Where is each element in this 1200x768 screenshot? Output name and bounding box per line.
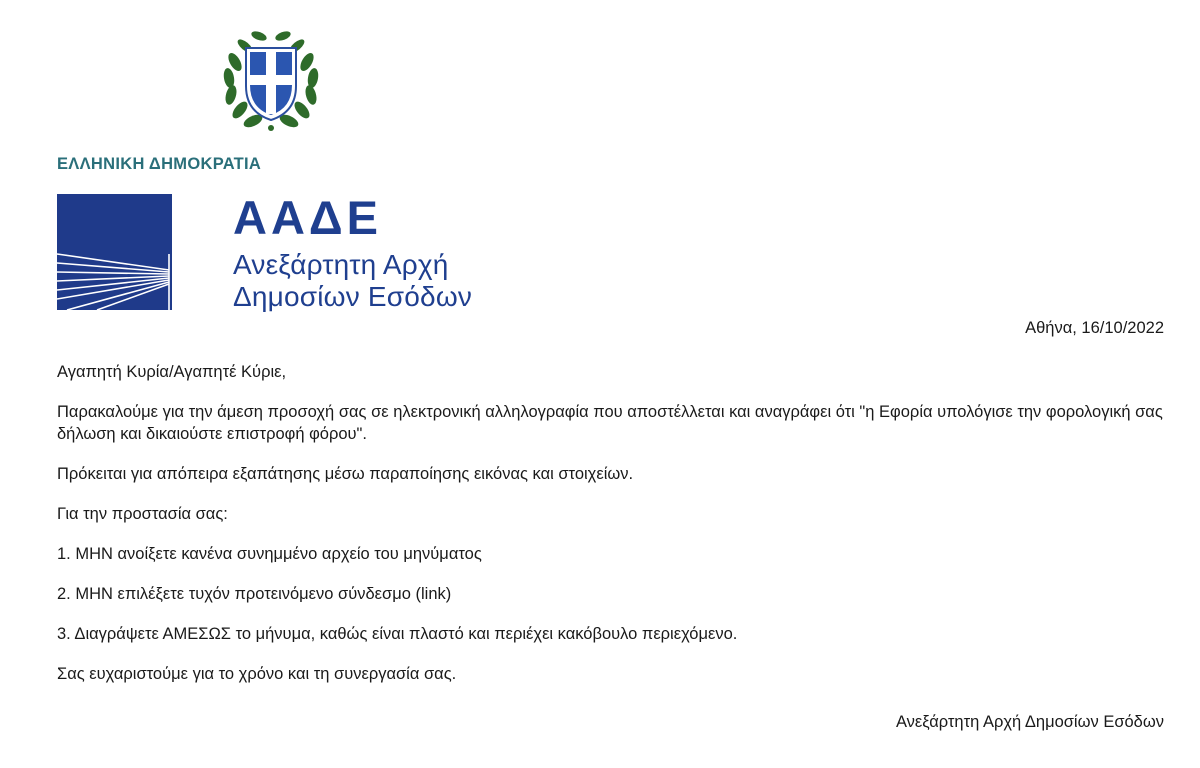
aade-acronym: ΑΑΔΕ [233,191,383,244]
step-item: 1. ΜΗΝ ανοίξετε κανένα συνημμένο αρχείο του μηνύματος [57,545,482,563]
aade-name-line1: Ανεξάρτητη Αρχή [233,249,449,280]
letter-date: Αθήνα, 16/10/2022 [1025,319,1164,337]
republic-label: ΕΛΛΗΝΙΚΗ ΔΗΜΟΚΡΑΤΙΑ [57,155,262,173]
fraud-statement: Πρόκειται για απόπειρα εξαπάτησης μέσω παραποίησης εικόνας και στοιχείων. [57,465,634,483]
aade-logo [57,191,487,316]
protection-intro: Για την προστασία σας: [57,505,228,523]
greek-coat-of-arms-icon [215,24,327,136]
letter-body [57,361,1167,703]
signature: Ανεξάρτητη Αρχή Δημοσίων Εσόδων [895,713,1164,731]
step-item: 2. ΜΗΝ επιλέξετε τυχόν προτεινόμενο σύνδεσμο (link) [57,585,452,603]
step-item: 3. Διαγράψετε ΑΜΕΣΩΣ το μήνυμα, καθώς είναι πλαστό και περιέχει κακόβουλο περιεχόμενο. [57,625,738,643]
greeting: Αγαπητή Κυρία/Αγαπητέ Κύριε, [57,363,287,381]
aade-logo-mark-icon [57,194,172,310]
warning-paragraph: Παρακαλούμε για την άμεση προσοχή σας σε ηλεκτρονική αλληλογραφία που αποστέλλεται και αναγράφει ότι "η Εφορία υπολόγισε την φορολογική σας δήλωση και δικαιούστε επιστροφή φόρου". [57,403,1163,443]
thanks-paragraph: Σας ευχαριστούμε για το χρόνο και τη συνεργασία σας. [57,665,457,683]
aade-name-line2: Δημοσίων Εσόδων [233,281,473,312]
